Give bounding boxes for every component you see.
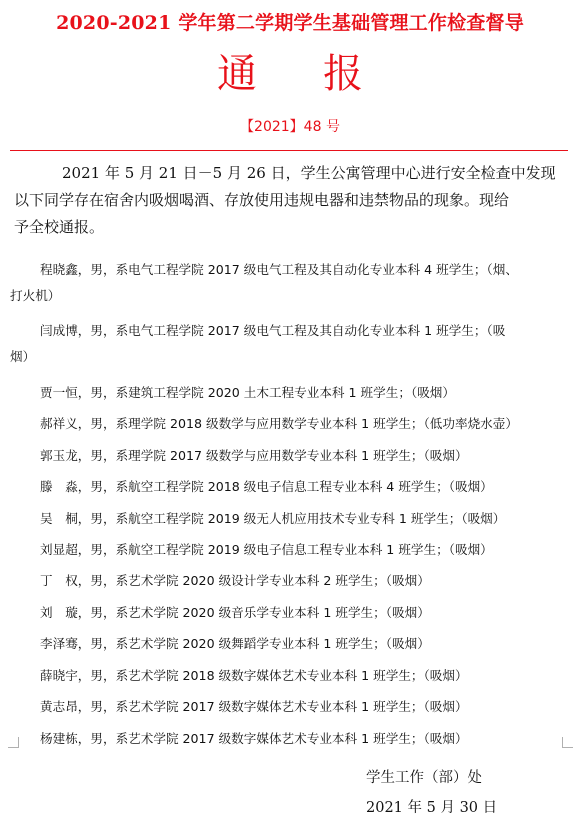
student-entry-line: 李泽骞，男，系艺术学院 2020 级舞蹈学专业本科 1 班学生；（吸烟） (40, 636, 430, 651)
document-heading: 通报 (217, 51, 429, 97)
student-entry-line: 郝祥义，男，系理学院 2018 级数学与应用数学专业本科 1 班学生；（低功率烧水壶） (40, 416, 518, 431)
student-entry-line: 滕 淼，男，系航空工程学院 2018 级电子信息工程专业本科 4 班学生；（吸烟） (40, 479, 493, 494)
student-entry (10, 257, 572, 309)
student-entry-line: 吴 桐，男，系航空工程学院 2019 级无人机应用技术专业专科 1 班学生；（吸烟） (40, 511, 506, 526)
student-entry-line: 烟） (10, 349, 36, 364)
signature-date: 2021 年 5 月 30 日 (366, 800, 498, 816)
student-entry (10, 443, 572, 469)
document-number: 【2021】48 号 (240, 119, 340, 135)
student-entry-line: 程晓鑫，男，系电气工程学院 2017 级电气工程及其自动化专业本科 4 班学生；（烟、 (40, 262, 518, 277)
student-entry (10, 380, 572, 406)
intro-line: 以下同学存在宿舍内吸烟喝酒、存放使用违规电器和违禁物品的现象。现给 (14, 191, 510, 209)
student-entry (10, 568, 572, 594)
student-entry-line: 刘显超，男，系航空工程学院 2019 级电子信息工程专业本科 1 班学生；（吸烟） (40, 542, 493, 557)
student-entry-line: 黄志昂，男，系艺术学院 2017 级数字媒体艺术专业本科 1 班学生；（吸烟） (40, 699, 468, 714)
student-entry-line: 郭玉龙，男，系理学院 2017 级数学与应用数学专业本科 1 班学生；（吸烟） (40, 448, 468, 463)
student-entry (10, 318, 572, 370)
document-title: 2020-2021 学年第二学期学生基础管理工作检查督导 (56, 12, 524, 34)
student-entry (10, 663, 572, 689)
student-entry-line: 杨建栋，男，系艺术学院 2017 级数字媒体艺术专业本科 1 班学生；（吸烟） (40, 731, 468, 746)
student-entry (10, 726, 572, 752)
student-entry (10, 411, 572, 437)
student-entry (10, 694, 572, 720)
student-entry-line: 贾一恒，男，系建筑工程学院 2020 土木工程专业本科 1 班学生；（吸烟） (40, 385, 455, 400)
student-entry-line: 刘 璇，男，系艺术学院 2020 级音乐学专业本科 1 班学生；（吸烟） (40, 605, 430, 620)
signature-office: 学生工作（部）处 (366, 770, 482, 786)
margin-corner-mark (562, 737, 573, 748)
student-entry (10, 474, 572, 500)
student-entry-line: 薛晓宇，男，系艺术学院 2018 级数字媒体艺术专业本科 1 班学生；（吸烟） (40, 668, 468, 683)
student-entry-line: 丁 权，男，系艺术学院 2020 级设计学专业本科 2 班学生；（吸烟） (40, 573, 430, 588)
student-entry (10, 537, 572, 563)
student-entry (10, 600, 572, 626)
student-entry-line: 闫成博，男，系电气工程学院 2017 级电气工程及其自动化专业本科 1 班学生；（吸 (40, 323, 506, 338)
student-entry (10, 631, 572, 657)
intro-line: 予全校通报。 (14, 218, 105, 236)
intro-line: 2021 年 5 月 21 日－5 月 26 日，学生公寓管理中心进行安全检查中发现 (62, 164, 556, 182)
student-entry-line: 打火机） (10, 288, 61, 303)
margin-corner-mark (8, 737, 19, 748)
student-entry (10, 506, 572, 532)
